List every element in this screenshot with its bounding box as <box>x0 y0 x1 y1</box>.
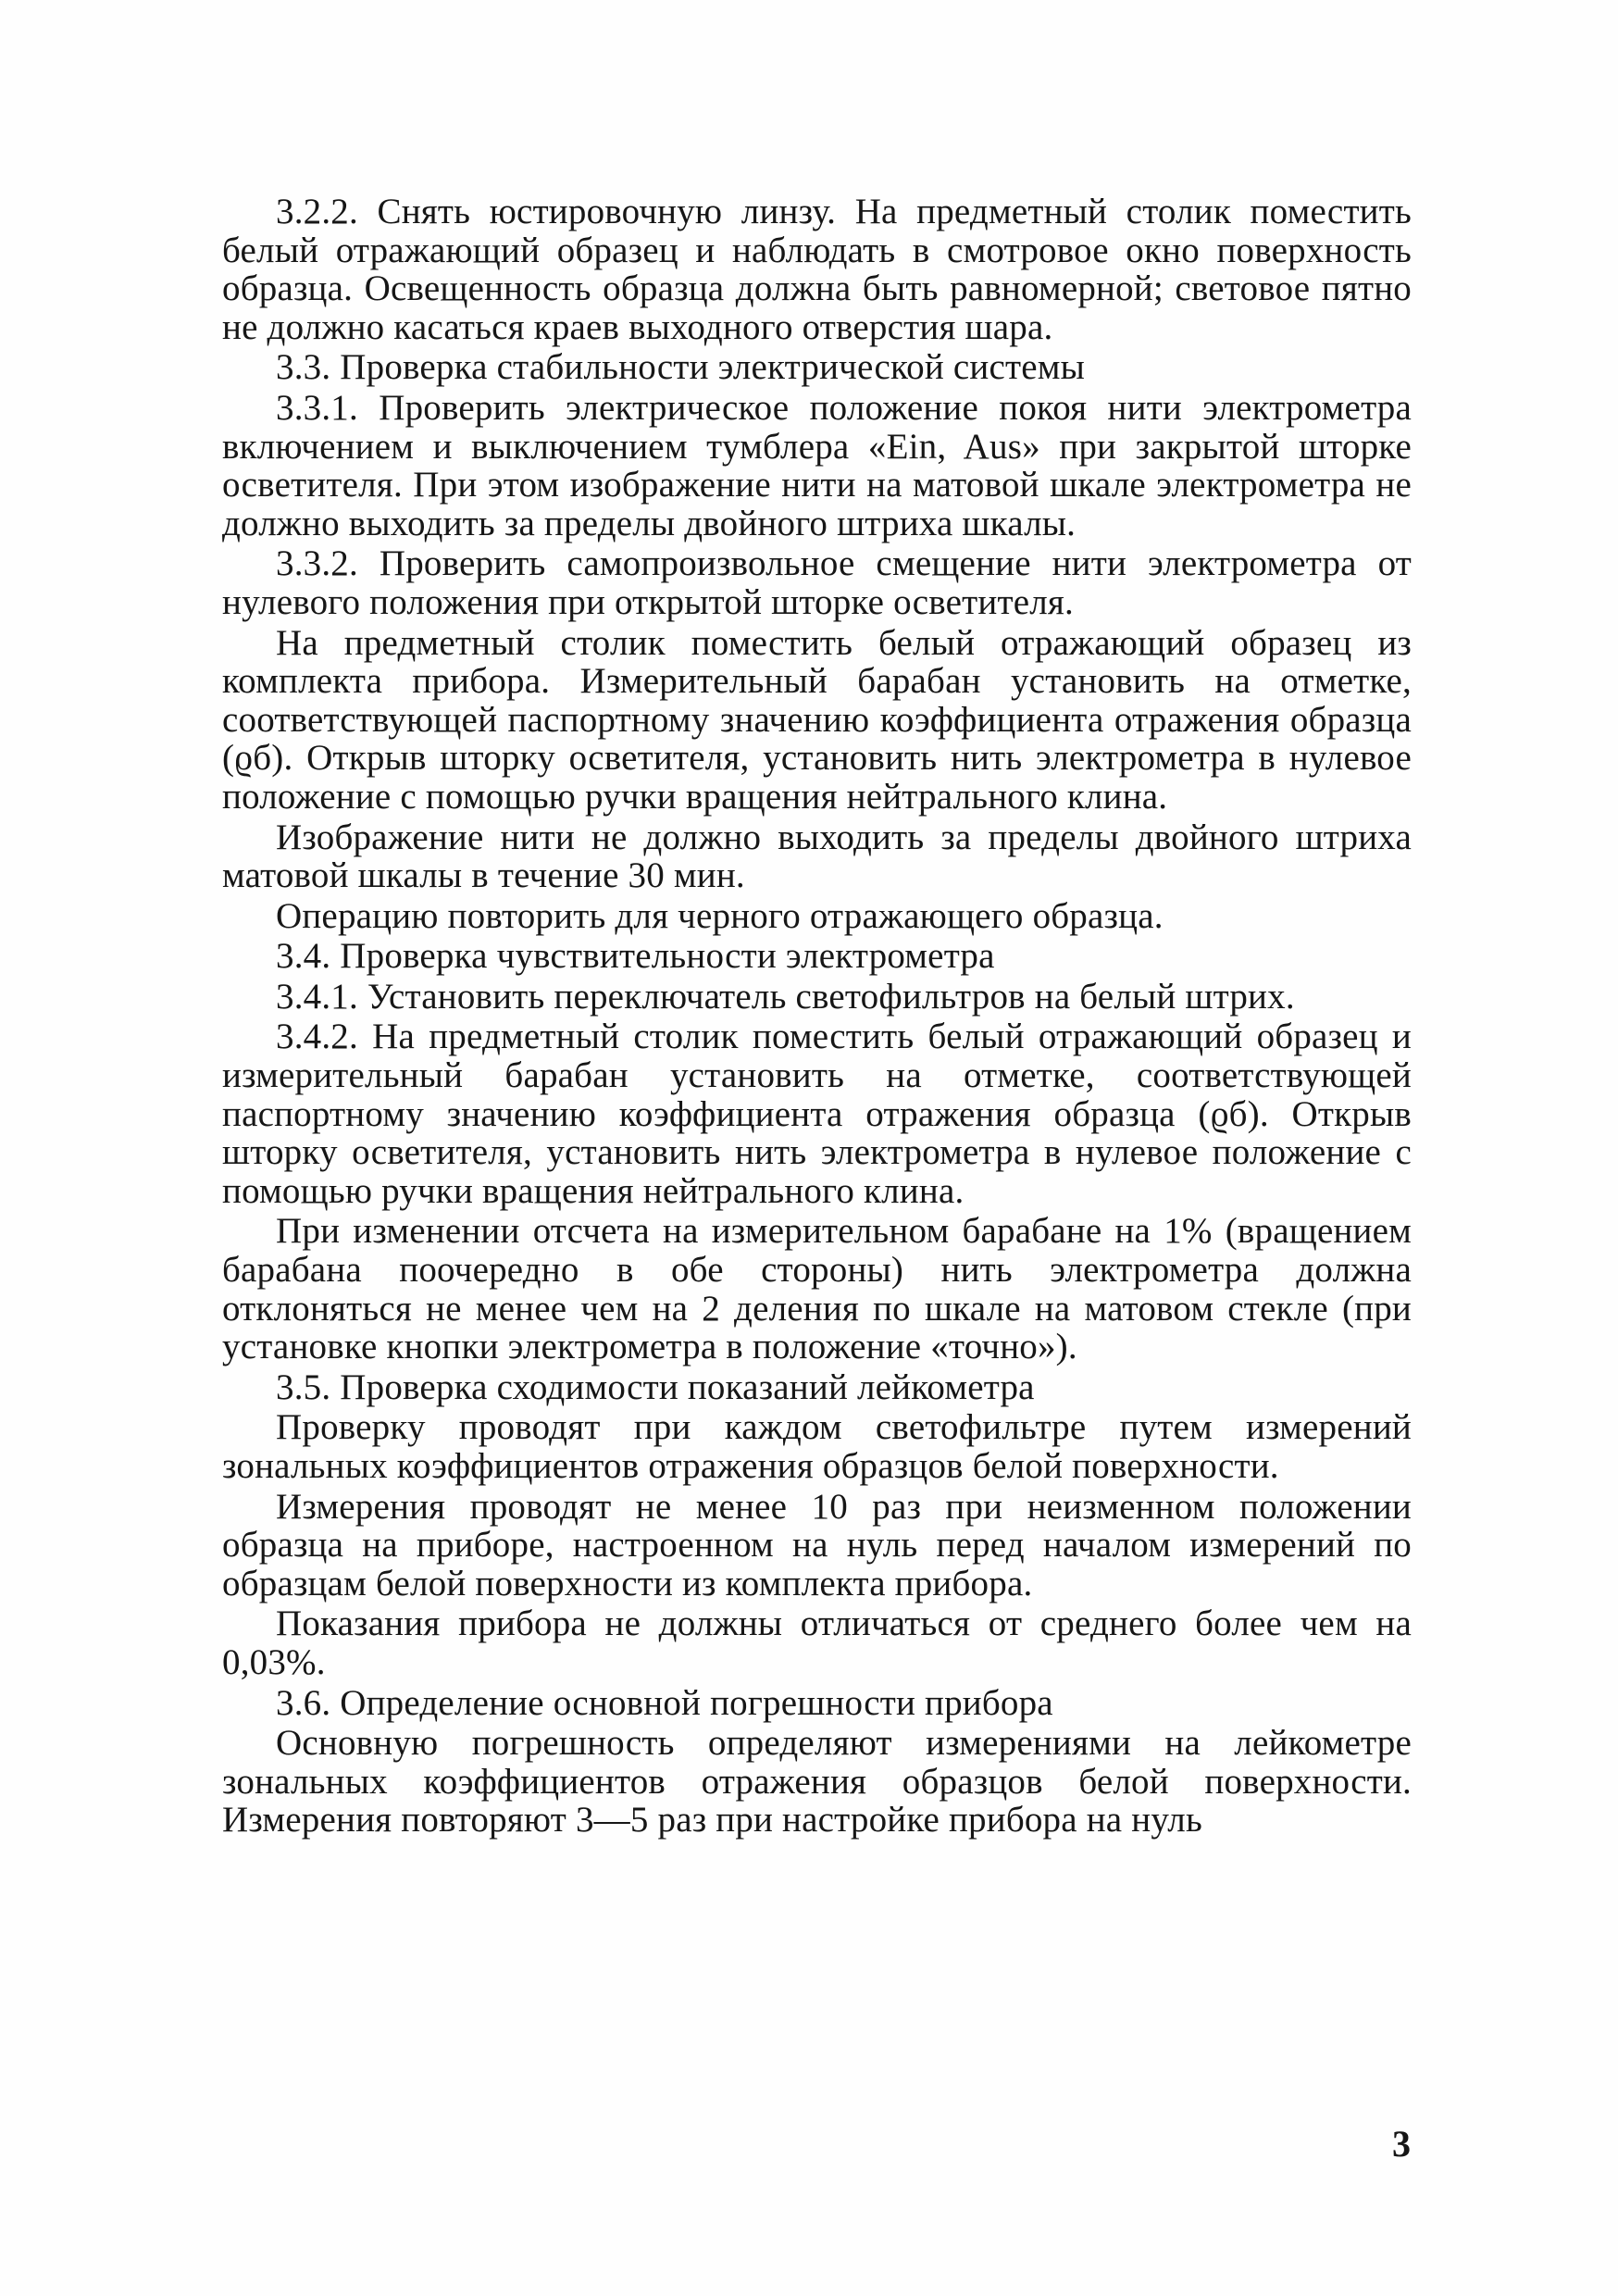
paragraph-measure-10: Измерения проводят не менее 10 раз при неизменном положении образца на приборе, настроенном на нуль перед началом измерений по образцам белой поверхности из комплекта прибора. <box>222 1486 1412 1603</box>
paragraph-check-filters: Проверку проводят при каждом светофильтре путем измерений зональных коэффициентов отражения образцов белой поверхности. <box>222 1407 1412 1486</box>
section-heading-3-6: 3.6. Определение основной погрешности прибора <box>276 1682 1053 1723</box>
paragraph-3-4-2: 3.4.2. На предметный столик поместить белый отражающий образец и измерительный барабан установить на отметке, соответствующей паспортному значению коэффициента отражения образца (ϱб). Открыв шторку осветителя, установить нить электрометра в нулевое положение с помощью ручки вращения нейтрального клина. <box>222 1017 1412 1211</box>
section-heading-3-4: 3.4. Проверка чувствительности электрометра <box>276 936 995 977</box>
paragraph-3-3-1: 3.3.1. Проверить электрическое положение покоя нити электрометра включением и выключением тумблера «Ein, Aus» при закрытой шторке осветителя. При этом изображение нити на матовой шкале электрометра не должно выходить за пределы двойного штриха шкалы. <box>222 387 1412 543</box>
section-heading-3-5: 3.5. Проверка сходимости показаний лейкометра <box>276 1366 1035 1407</box>
page-number: 3 <box>1392 2123 1411 2165</box>
paragraph-tolerance: Показания прибора не должны отличаться от среднего более чем на 0,03%. <box>222 1603 1412 1682</box>
body-text <box>222 193 1412 1841</box>
paragraph-repeat-black: Операцию повторить для черного отражающего образца. <box>276 895 1164 936</box>
section-heading-3-3: 3.3. Проверка стабильности электрической системы <box>276 347 1085 388</box>
paragraph-3-3-2: 3.3.2. Проверить самопроизвольное смещение нити электрометра от нулевого положения при открытой шторке осветителя. <box>222 543 1412 622</box>
paragraph-3-2-2: 3.2.2. Снять юстировочную линзу. На предметный столик поместить белый отражающий образец и наблюдать в смотровое окно поверхность образца. Освещенность образца должна быть равномерной; световое пятно не должно касаться краев выходного отверстия шара. <box>222 192 1412 347</box>
paragraph-sample-placement: На предметный столик поместить белый отражающий образец из комплекта прибора. Измерительный барабан установить на отметке, соответствующей паспортному значению коэффициента отражения образца (ϱб). Открыв шторку осветителя, установить нить электрометра в нулевое положение с помощью ручки вращения нейтрального клина. <box>222 622 1412 817</box>
paragraph-deflection: При изменении отсчета на измерительном барабане на 1% (вращением барабана поочередно в обе стороны) нить электрометра должна отклоняться не менее чем на 2 деления по шкале на матовом стекле (при установке кнопки электрометра в положение «точно»). <box>222 1211 1412 1367</box>
paragraph-3-4-1: 3.4.1. Установить переключатель светофильтров на белый штрих. <box>276 976 1295 1017</box>
paragraph-thread-image: Изображение нити не должно выходить за пределы двойного штриха матовой шкалы в течение 30 мин. <box>222 817 1412 896</box>
paragraph-basic-error: Основную погрешность определяют измерениями на лейкометре зональных коэффициентов отражения образцов белой поверхности. Измерения повторяют 3—5 раз при настройке прибора на нуль <box>222 1723 1412 1841</box>
